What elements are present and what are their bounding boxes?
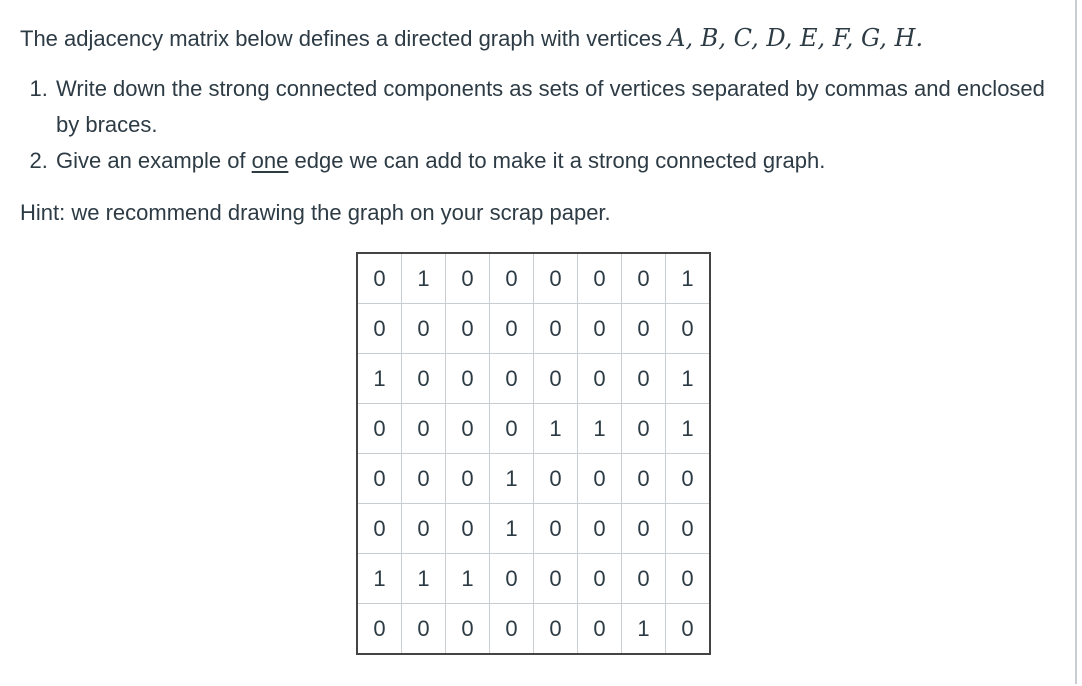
matrix-cell: 0 (357, 454, 402, 504)
matrix-row (357, 253, 710, 304)
matrix-cell: 0 (402, 354, 446, 404)
matrix-cell: 0 (402, 304, 446, 354)
matrix-cell: 0 (534, 504, 578, 554)
matrix-cell: 0 (534, 304, 578, 354)
matrix-cell: 0 (446, 454, 490, 504)
matrix-cell: 0 (534, 354, 578, 404)
matrix-cell: 0 (446, 404, 490, 454)
matrix-cell: 1 (357, 554, 402, 604)
matrix-cell: 0 (622, 304, 666, 354)
matrix-cell: 0 (490, 304, 534, 354)
matrix-cell: 0 (402, 454, 446, 504)
question-2-after: edge we can add to make it a strong connected graph. (294, 148, 826, 173)
matrix-cell: 1 (490, 454, 534, 504)
matrix-cell: 0 (666, 454, 711, 504)
matrix-cell: 0 (622, 404, 666, 454)
matrix-cell: 0 (490, 253, 534, 304)
matrix-cell: 0 (357, 253, 402, 304)
matrix-cell: 1 (578, 404, 622, 454)
matrix-cell: 0 (534, 554, 578, 604)
matrix-cell: 0 (666, 554, 711, 604)
matrix-cell: 0 (402, 504, 446, 554)
matrix-row (357, 604, 710, 655)
intro-text: The adjacency matrix below defines a directed graph with vertices (20, 26, 662, 51)
matrix-row (357, 454, 710, 504)
matrix-cell: 0 (666, 604, 711, 655)
matrix-row (357, 504, 710, 554)
matrix-cell: 0 (446, 354, 490, 404)
question-2-underlined: one (251, 148, 289, 173)
matrix-cell: 1 (534, 404, 578, 454)
matrix-cell: 1 (666, 354, 711, 404)
matrix-cell: 0 (622, 504, 666, 554)
matrix-cell: 0 (578, 454, 622, 504)
matrix-cell: 1 (446, 554, 490, 604)
matrix-cell: 0 (578, 554, 622, 604)
matrix-cell: 0 (357, 504, 402, 554)
matrix-cell: 0 (446, 504, 490, 554)
matrix-cell: 0 (490, 404, 534, 454)
question-item-2 (54, 143, 1055, 179)
question-1-text: Write down the strong connected components as sets of vertices separated by commas and enclosed by braces. (56, 76, 1045, 137)
matrix-cell: 0 (446, 604, 490, 655)
matrix-cell: 0 (402, 604, 446, 655)
matrix-row (357, 354, 710, 404)
matrix-cell: 0 (402, 404, 446, 454)
matrix-cell: 0 (357, 304, 402, 354)
matrix-cell: 0 (622, 454, 666, 504)
matrix-cell: 0 (622, 354, 666, 404)
matrix-cell: 0 (666, 504, 711, 554)
matrix-cell: 0 (622, 554, 666, 604)
vertices-math: A, B, C, D, E, F, G, H. (668, 24, 924, 52)
matrix-cell: 0 (357, 404, 402, 454)
matrix-cell: 0 (534, 454, 578, 504)
question-list (20, 71, 1055, 179)
matrix-row (357, 304, 710, 354)
matrix-body (357, 253, 710, 654)
matrix-cell: 0 (534, 253, 578, 304)
intro-paragraph (20, 20, 1055, 57)
matrix-cell: 0 (578, 253, 622, 304)
matrix-cell: 1 (402, 253, 446, 304)
matrix-cell: 0 (490, 604, 534, 655)
matrix-cell: 1 (490, 504, 534, 554)
matrix-cell: 0 (534, 604, 578, 655)
matrix-cell: 0 (446, 304, 490, 354)
matrix-cell: 0 (357, 604, 402, 655)
hint-text: Hint: we recommend drawing the graph on your scrap paper. (20, 200, 611, 225)
matrix-row (357, 404, 710, 454)
matrix-cell: 0 (666, 304, 711, 354)
question-content (20, 20, 1055, 231)
matrix-cell: 0 (622, 253, 666, 304)
question-item-1 (54, 71, 1055, 143)
matrix-cell: 0 (578, 504, 622, 554)
matrix-cell: 1 (622, 604, 666, 655)
question-2-before: Give an example of (56, 148, 246, 173)
matrix-cell: 0 (490, 354, 534, 404)
adjacency-matrix (356, 252, 711, 655)
matrix-cell: 1 (666, 404, 711, 454)
matrix-cell: 0 (578, 304, 622, 354)
matrix-cell: 0 (578, 354, 622, 404)
matrix-cell: 1 (666, 253, 711, 304)
matrix-cell: 0 (446, 253, 490, 304)
matrix-cell: 0 (490, 554, 534, 604)
matrix-row (357, 554, 710, 604)
matrix-cell: 0 (578, 604, 622, 655)
matrix-cell: 1 (357, 354, 402, 404)
matrix-cell: 1 (402, 554, 446, 604)
